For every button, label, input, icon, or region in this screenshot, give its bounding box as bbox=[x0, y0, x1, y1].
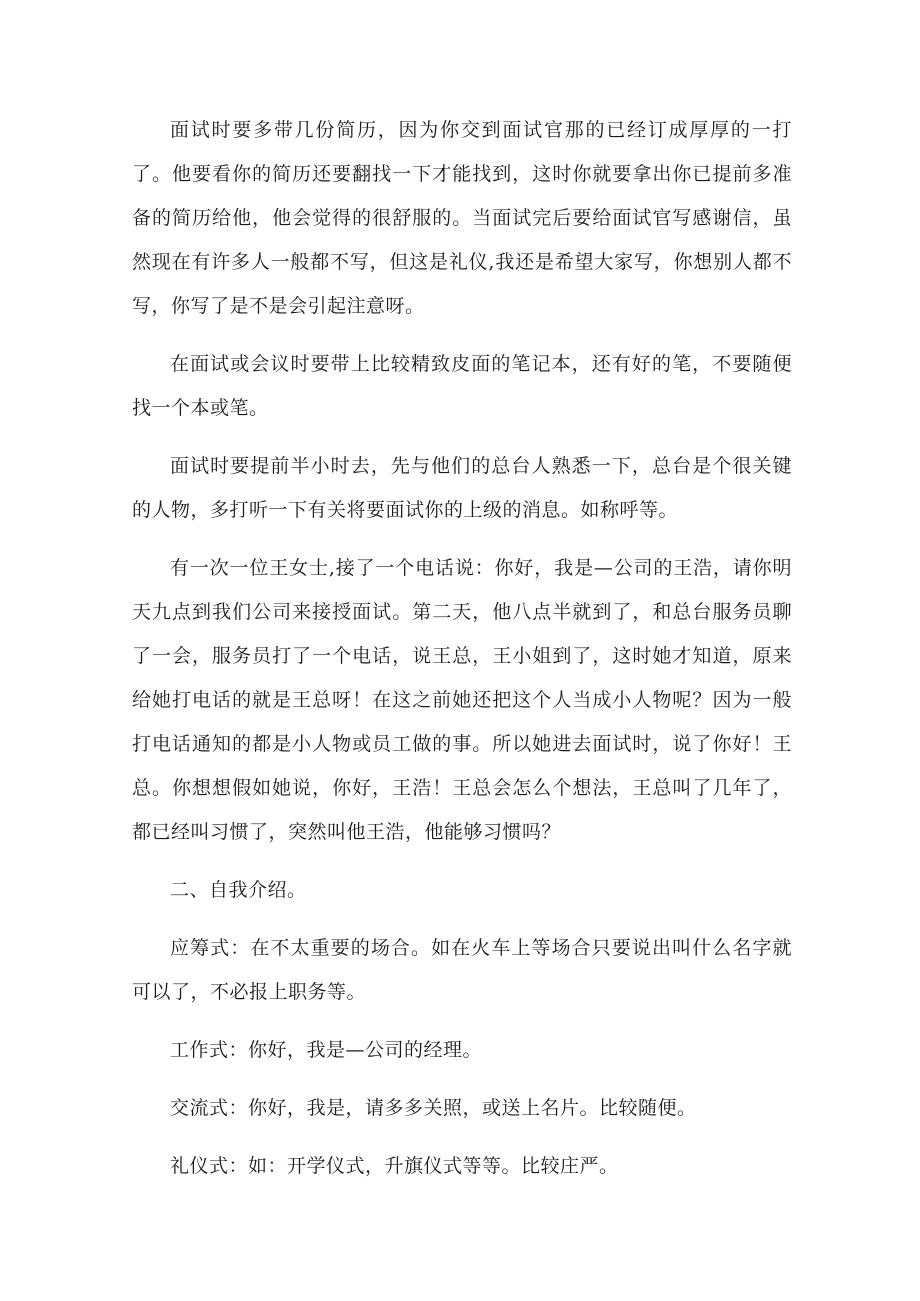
document-body bbox=[132, 108, 792, 1202]
paragraph-notebook: 在面试或会议时要带上比较精致皮面的笔记本，还有好的笔，不要随便找一个本或笔。 bbox=[132, 353, 792, 419]
paragraph-work-intro: 工作式：你好，我是—公司的经理。 bbox=[170, 1039, 483, 1061]
paragraph-social-intro: 交流式：你好，我是，请多多关照，或送上名片。比较随便。 bbox=[170, 1097, 697, 1119]
paragraph-story: 有一次一位王女士,接了一个电话说：你好，我是—公司的王浩，请你明天九点到我们公司来接授面试。第二天，他八点半就到了，和总台服务员聊了一会，服务员打了一个电话，说王总，王小姐到了，这时她才知道，原来给她打电话的就是王总呀！在这之前她还把这个人当成小人物呢？因为一般打电话通知的都是小人物或员工做的事。所以她进去面试时，说了你好！王总。你想想假如她说，你好，王浩！王总会怎么个想法，王总叫了几年了，都已经叫习惯了，突然叫他王浩，他能够习惯吗？ bbox=[132, 557, 792, 843]
paragraph-resume-copies: 面试时要多带几份简历，因为你交到面试官那的已经订成厚厚的一打了。他要看你的简历还要翻找一下才能找到，这时你就要拿出你已提前多准备的简历给他，他会觉得的很舒服的。当面试完后要给面试官写感谢信，虽然现在有许多人一般都不写，但这是礼仪,我还是希望大家写，你想别人都不写，你写了是不是会引起注意呀。 bbox=[132, 119, 792, 317]
paragraph-casual-intro: 应筹式：在不太重要的场合。如在火车上等场合只要说出叫什么名字就可以了，不必报上职务等。 bbox=[132, 937, 792, 1003]
paragraph-arrive-early: 面试时要提前半小时去，先与他们的总台人熟悉一下，总台是个很关键的人物，多打听一下有关将要面试你的上级的消息。如称呼等。 bbox=[132, 455, 792, 521]
paragraph-ceremony-intro: 礼仪式：如：开学仪式，升旗仪式等等。比较庄严。 bbox=[170, 1155, 619, 1177]
section-heading-self-introduction: 二、自我介绍。 bbox=[170, 879, 307, 901]
